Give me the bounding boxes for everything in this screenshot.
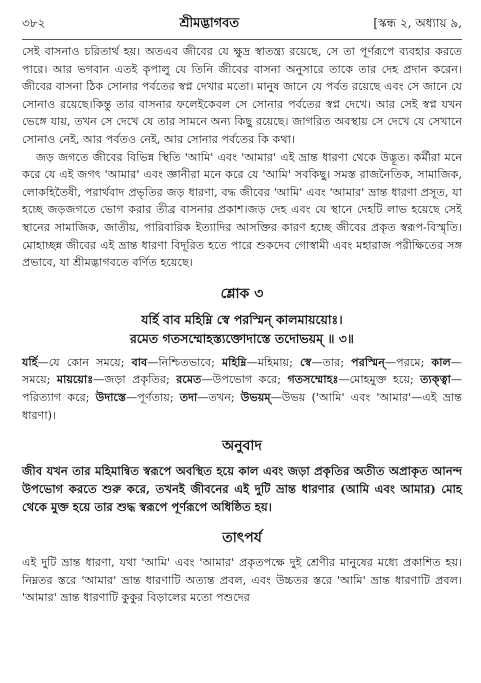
synonym-meaning: উপভোগ করে bbox=[212, 373, 278, 387]
translation-heading: অনুবাদ bbox=[222, 438, 262, 455]
synonym-meaning: জড়া প্রকৃতির bbox=[104, 373, 166, 387]
page-number: ৩৮২ bbox=[22, 16, 46, 30]
synonym-word: ত্যক্ত্বা bbox=[420, 372, 451, 387]
synonym-meaning: তার bbox=[322, 355, 341, 369]
synonym-word: উদাস্তে bbox=[95, 389, 127, 404]
chapter-location: [স্কন্ধ ২, অধ্যায় ৯, bbox=[373, 16, 462, 30]
synonyms-block: যর্হি—যে কোন সময়ে; বাব—নিশ্চিতভাবে; মহিম্নি—মহিমায়; স্বে—তার; পরস্মিন্—পরমে; কাল—সময়ে; মায়য়োঃ—জড়া প্রকৃতির; রমেত—উপভোগ করে; গতসম্মোহঃ—মোহমুক্ত হয়ে; ত্যক্ত্বা—পরিত্যাগ করে; উদাস্তে—পূর্ণতায়; তদা—তখন; উভয়ম্—উভয় ('আমি' এবং 'আমার'—এই ভ্রান্ত ধারণা)। bbox=[22, 354, 463, 422]
synonym-meaning: তখন bbox=[208, 390, 231, 404]
synonym-word: বাব bbox=[131, 354, 148, 369]
synonym-word: স্বে bbox=[299, 354, 312, 369]
header-rule bbox=[22, 39, 462, 40]
verse-line-2: রমেত গতসম্মোহস্ত্যক্তোদাস্তে তদোভয়ম্ ॥ ৩॥ bbox=[129, 330, 355, 346]
synonym-word: গতসম্মোহঃ bbox=[287, 372, 339, 387]
page-header bbox=[22, 14, 462, 36]
synonym-meaning: মোহমুক্ত হয়ে bbox=[349, 373, 410, 387]
verse-line-1: যর্হি বাব মহিম্নি স্বে পরস্মিন্ কালমায়য়োঃ। bbox=[141, 311, 343, 327]
translation-text: জীব যখন তার মহিমান্বিত স্বরূপে অবস্থিত হয়ে কাল এবং জড়া প্রকৃতির অতীত অপ্রাকৃত আনন্দ উপভোগ করতে শুরু করে, তখনই জীবনের এই দুটি ভ্রান্ত ধারণার (আমি এবং আমার) মোহ থেকে মুক্ত হয়ে তার শুদ্ধ স্বরূপে পূর্ণরূপে অধিষ্ঠিত হয়। bbox=[22, 464, 462, 515]
synonym-meaning: পরমে bbox=[396, 355, 421, 369]
synonym-meaning: সময়ে bbox=[22, 373, 47, 387]
synonym-meaning: নিশ্চিতভাবে bbox=[158, 355, 212, 369]
synonym-word: পরস্মিন্ bbox=[351, 354, 385, 369]
synonym-word: মহিম্নি bbox=[221, 354, 247, 369]
purport-paragraph-2: জড় জগতে জীবের বিভিন্ন স্থিতি 'আমি' এবং 'আমার' এই ভ্রান্ত ধারণা থেকে উদ্ভূত। কর্মীরা মনে করে যে এই জগৎ 'আমার' এবং জ্ঞানীরা মনে করে যে 'আমি' সবকিছু। সমস্ত রাজনৈতিক, সামাজিক, লোকহিতৈষী, পরার্থবাদ প্রভৃতির জড় ধারণা, বদ্ধ জীবের 'আমি' এবং 'আমার' ভ্রান্ত ধারণা প্রসূত, যা হচ্ছে জড়জগতে ভোগ করার তীব্র বাসনার প্রকাশ।জড় দেহ এবং যে স্থানে দেহটি লাভ হয়েছে সেই স্থানের সামাজিক, জাতীয়, পারিবারিক ইত্যাদির আসক্তির কারণ হচ্ছে জীবের প্রকৃত স্বরূপ-বিস্মৃতি। মোহাচ্ছন্ন জীবের এই ভ্রান্ত ধারণা বিদূরিত হতে পারে শুকদেব গোস্বামী এবং মহারাজ পরীক্ষিতের সঙ্গ প্রভাবে, যা শ্রীমদ্ভাগবতে বর্ণিত হয়েছে। bbox=[22, 150, 462, 270]
page bbox=[22, 14, 462, 607]
purport-paragraph-1: সেই বাসনাও চরিতার্থ হয়। অতএব জীবের যে ক্ষুদ্র স্বাতন্ত্র্য রয়েছে, সে তা পূর্ণরূপে ব্যবহার করতে পারে। আর ভগবান এতই কৃপালু যে তিনি জীবের বাসনা অনুসারে তাকে তার দেহ প্রদান করেন। জীবের বাসনা ঠিক সোনার পর্বতের স্বপ্ন দেখার মতো। মানুষ জানে যে পর্বত রয়েছে এবং সে জানে যে সোনাও রয়েছে।কিন্তু তার বাসনার ফলেইকেবল সে সোনার পর্বতের স্বপ্ন দেখে। আর সেই স্বপ্ন যখন ভেঙ্গে যায়, তখন সে দেখে যে তার সামনে অন্য কিছু রয়েছে। জাগরিত অবস্থায় সে দেখে যে সেখানে সোনাও নেই, আর পর্বতও নেই, আর সোনার পর্বতের কি কথা। bbox=[22, 45, 462, 146]
synonym-meaning: পূর্ণতায় bbox=[137, 390, 170, 404]
synonym-word: রমেত bbox=[176, 372, 202, 387]
sloka-heading: শ্লোক ৩ bbox=[220, 285, 264, 302]
synonym-meaning: পরিত্যাগ করে bbox=[22, 390, 86, 404]
synonym-word: উভয়ম্ bbox=[240, 389, 271, 404]
synonym-meaning: মহিমায় bbox=[257, 355, 290, 369]
purport-heading: তাৎপর্য bbox=[222, 530, 262, 547]
synonym-word: তদা bbox=[179, 389, 198, 404]
synonym-word: যর্হি bbox=[22, 354, 38, 369]
synonym-meaning: যে কোন সময়ে bbox=[48, 355, 121, 369]
purport-text: এই দুটি ভ্রান্ত ধারণা, যথা 'আমি' এবং 'আমার' প্রকৃতপক্ষে দুই শ্রেণীর মানুষের মধ্যে প্রকাশিত হয়। নিম্নতর স্তরে 'আমার' ভ্রান্ত ধারণাটি অত্যন্ত প্রবল, এবং উচ্চতর স্তরে 'আমি' ভ্রান্ত ধারণাটি প্রবল। 'আমার' ভ্রান্ত ধারণাটি কুকুর বিড়ালের মতো পশুদের bbox=[22, 556, 462, 605]
synonym-word: কাল bbox=[431, 354, 451, 369]
synonym-meaning: উভয় ('আমি' এবং 'আমার'—এই ভ্রান্ত ধারণা)। bbox=[22, 390, 463, 422]
book-title: শ্রীমদ্ভাগবত bbox=[179, 16, 240, 31]
synonym-word: মায়য়োঃ bbox=[56, 372, 94, 387]
